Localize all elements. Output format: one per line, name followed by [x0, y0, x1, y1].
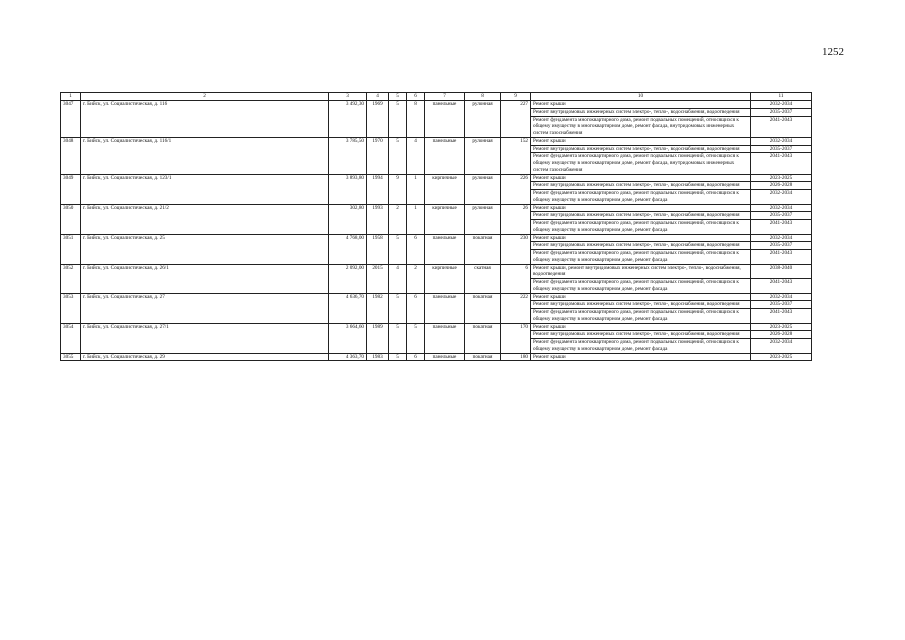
area-cell: 2 092,00 — [329, 264, 367, 293]
address-cell: г. Бийск, ул. Социалистическая, д. 29 — [81, 353, 329, 361]
work-description-cell: Ремонт фундамента многоквартирного дома, ремонт подвальных помещений, относящихся к общему имуществу в многоквартирном доме, ремонт фасада, внутридомовых инженерных систем газоснабжения — [531, 153, 751, 174]
residents-cell: 180 — [501, 353, 531, 361]
work-description-cell: Ремонт внутридомовых инженерных систем электро-, тепло-, водоснабжения, водоотведения — [531, 212, 751, 220]
work-period-cell: 2041-2043 — [751, 250, 812, 265]
area-cell: 3 664,60 — [329, 323, 367, 353]
work-period-cell: 2035-2037 — [751, 301, 812, 309]
work-description-cell: Ремонт крыши — [531, 353, 751, 361]
residents-cell: 170 — [501, 323, 531, 353]
work-description-cell: Ремонт крыши — [531, 234, 751, 242]
address-cell: г. Бийск, ул. Социалистическая, д. 123/1 — [81, 174, 329, 204]
residents-cell: 227 — [501, 101, 531, 138]
floors-cell: 5 — [389, 293, 407, 323]
floors-cell: 5 — [389, 137, 407, 174]
address-cell: г. Бийск, ул. Социалистическая, д. 26/1 — [81, 264, 329, 293]
work-description-cell: Ремонт внутридомовых инженерных систем электро-, тепло-, водоснабжения, водоотведения — [531, 242, 751, 250]
row-number: 3048 — [61, 137, 81, 174]
address-cell: г. Бийск, ул. Социалистическая, д. 27 — [81, 293, 329, 323]
table-body — [61, 101, 812, 361]
entrances-cell: 1 — [407, 174, 425, 204]
entrances-cell: 6 — [407, 353, 425, 361]
page-number: 1252 — [822, 46, 844, 58]
walls-cell: панельные — [425, 323, 465, 353]
work-description-cell: Ремонт крыши — [531, 174, 751, 182]
residents-cell: 226 — [501, 174, 531, 204]
roof-cell: рулонная — [465, 174, 501, 204]
work-period-cell: 2035-2037 — [751, 242, 812, 250]
walls-cell: панельные — [425, 101, 465, 138]
entrances-cell: 2 — [407, 264, 425, 293]
entrances-cell: 8 — [407, 101, 425, 138]
work-period-cell: 2038-2040 — [751, 264, 812, 279]
row-number: 3047 — [61, 101, 81, 138]
work-period-cell: 2035-2037 — [751, 145, 812, 153]
column-header-7: 7 — [425, 93, 465, 101]
floors-cell: 2 — [389, 204, 407, 234]
year-cell: 1989 — [367, 323, 389, 353]
roof-cell: покатная — [465, 323, 501, 353]
column-header-3: 3 — [329, 93, 367, 101]
work-period-cell: 2032-2034 — [751, 293, 812, 301]
work-period-cell: 2041-2043 — [751, 153, 812, 174]
roof-cell: покатная — [465, 353, 501, 361]
table-row — [61, 174, 812, 182]
roof-cell: рулонная — [465, 101, 501, 138]
residents-cell: 230 — [501, 234, 531, 264]
row-number: 3053 — [61, 293, 81, 323]
residents-cell: 152 — [501, 137, 531, 174]
work-period-cell: 2023-2025 — [751, 323, 812, 331]
work-period-cell: 2032-2034 — [751, 339, 812, 354]
work-period-cell: 2035-2037 — [751, 212, 812, 220]
address-cell: г. Бийск, ул. Социалистическая, д. 116 — [81, 101, 329, 138]
table-row — [61, 293, 812, 301]
area-cell: 4 363,70 — [329, 353, 367, 361]
work-period-cell: 2023-2025 — [751, 174, 812, 182]
column-header-4: 4 — [367, 93, 389, 101]
work-description-cell: Ремонт фундамента многоквартирного дома, ремонт подвальных помещений, относящихся к общему имуществу в многоквартирном доме, ремонт фасада — [531, 279, 751, 294]
table-row — [61, 234, 812, 242]
residents-cell: 222 — [501, 293, 531, 323]
work-description-cell: Ремонт фундамента многоквартирного дома, ремонт подвальных помещений, относящихся к общему имуществу в многоквартирном доме, ремонт фасада — [531, 250, 751, 265]
walls-cell: кирпичные — [425, 204, 465, 234]
work-description-cell: Ремонт крыши — [531, 323, 751, 331]
work-period-cell: 2032-2034 — [751, 137, 812, 145]
area-cell: 3 893,80 — [329, 174, 367, 204]
residents-cell: 26 — [501, 204, 531, 234]
row-number: 3049 — [61, 174, 81, 204]
work-period-cell: 2026-2028 — [751, 331, 812, 339]
roof-cell: покатная — [465, 293, 501, 323]
work-description-cell: Ремонт фундамента многоквартирного дома, ремонт подвальных помещений, относящихся к общему имуществу в многоквартирном доме, ремонт фасада — [531, 339, 751, 354]
roof-cell: рулонная — [465, 204, 501, 234]
area-cell: 302,80 — [329, 204, 367, 234]
column-header-6: 6 — [407, 93, 425, 101]
year-cell: 1970 — [367, 137, 389, 174]
year-cell: 1982 — [367, 293, 389, 323]
work-period-cell: 2032-2034 — [751, 101, 812, 109]
table-header — [61, 93, 812, 101]
work-period-cell: 2032-2034 — [751, 190, 812, 205]
column-header-5: 5 — [389, 93, 407, 101]
walls-cell: панельные — [425, 353, 465, 361]
walls-cell: кирпичные — [425, 174, 465, 204]
work-description-cell: Ремонт крыши, ремонт внутридомовых инженерных систем электро-, тепло-, водоснабжения, водоотведения — [531, 264, 751, 279]
repair-schedule-table-container — [60, 92, 811, 361]
entrances-cell: 5 — [407, 323, 425, 353]
work-period-cell: 2041-2043 — [751, 279, 812, 294]
column-header-10: 10 — [531, 93, 751, 101]
work-description-cell: Ремонт крыши — [531, 101, 751, 109]
walls-cell: кирпичные — [425, 264, 465, 293]
roof-cell: скатная — [465, 264, 501, 293]
column-header-8: 8 — [465, 93, 501, 101]
floors-cell: 4 — [389, 264, 407, 293]
roof-cell: рулонная — [465, 137, 501, 174]
residents-cell: 6 — [501, 264, 531, 293]
work-period-cell: 2023-2025 — [751, 353, 812, 361]
work-description-cell: Ремонт внутридомовых инженерных систем электро-, тепло-, водоснабжения, водоотведения — [531, 145, 751, 153]
year-cell: 1958 — [367, 234, 389, 264]
roof-cell: покатная — [465, 234, 501, 264]
work-period-cell: 2041-2043 — [751, 309, 812, 324]
year-cell: 1969 — [367, 101, 389, 138]
floors-cell: 5 — [389, 323, 407, 353]
work-description-cell: Ремонт внутридомовых инженерных систем электро-, тепло-, водоснабжения, водоотведения — [531, 182, 751, 190]
work-description-cell: Ремонт внутридомовых инженерных систем электро-, тепло-, водоснабжения, водоотведения — [531, 301, 751, 309]
walls-cell: панельные — [425, 137, 465, 174]
work-description-cell: Ремонт крыши — [531, 204, 751, 212]
address-cell: г. Бийск, ул. Социалистическая, д. 21/2 — [81, 204, 329, 234]
area-cell: 4 768,00 — [329, 234, 367, 264]
area-cell: 3 492,30 — [329, 101, 367, 138]
table-row — [61, 101, 812, 109]
floors-cell: 5 — [389, 234, 407, 264]
address-cell: г. Бийск, ул. Социалистическая, д. 116/1 — [81, 137, 329, 174]
address-cell: г. Бийск, ул. Социалистическая, д. 25 — [81, 234, 329, 264]
table-row — [61, 353, 812, 361]
entrances-cell: 1 — [407, 204, 425, 234]
work-period-cell: 2041-2043 — [751, 220, 812, 235]
table-row — [61, 264, 812, 279]
year-cell: 1983 — [367, 353, 389, 361]
work-description-cell: Ремонт фундамента многоквартирного дома, ремонт подвальных помещений, относящихся к общему имуществу в многоквартирном доме, ремонт фасада, внутридомовых инженерных систем газоснабжения — [531, 116, 751, 137]
table-row — [61, 137, 812, 145]
column-header-9: 9 — [501, 93, 531, 101]
address-cell: г. Бийск, ул. Социалистическая, д. 27/1 — [81, 323, 329, 353]
work-description-cell: Ремонт фундамента многоквартирного дома, ремонт подвальных помещений, относящихся к общему имуществу в многоквартирном доме, ремонт фасада — [531, 309, 751, 324]
row-number: 3051 — [61, 234, 81, 264]
work-period-cell: 2032-2034 — [751, 234, 812, 242]
header-row — [61, 93, 812, 101]
column-header-2: 2 — [81, 93, 329, 101]
repair-schedule-table — [60, 92, 812, 361]
floors-cell: 9 — [389, 174, 407, 204]
work-description-cell: Ремонт крыши — [531, 293, 751, 301]
work-description-cell: Ремонт фундамента многоквартирного дома, ремонт подвальных помещений, относящихся к общему имуществу в многоквартирном доме, ремонт фасада — [531, 220, 751, 235]
row-number: 3055 — [61, 353, 81, 361]
work-period-cell: 2032-2034 — [751, 204, 812, 212]
year-cell: 1994 — [367, 174, 389, 204]
table-row — [61, 323, 812, 331]
work-description-cell: Ремонт внутридомовых инженерных систем электро-, тепло-, водоснабжения, водоотведения — [531, 108, 751, 116]
row-number: 3054 — [61, 323, 81, 353]
floors-cell: 5 — [389, 353, 407, 361]
floors-cell: 5 — [389, 101, 407, 138]
column-header-1: 1 — [61, 93, 81, 101]
entrances-cell: 6 — [407, 293, 425, 323]
work-period-cell: 2026-2028 — [751, 182, 812, 190]
work-period-cell: 2035-2037 — [751, 108, 812, 116]
year-cell: 2015 — [367, 264, 389, 293]
year-cell: 1993 — [367, 204, 389, 234]
area-cell: 4 636,70 — [329, 293, 367, 323]
work-description-cell: Ремонт фундамента многоквартирного дома, ремонт подвальных помещений, относящихся к общему имуществу в многоквартирном доме, ремонт фасада — [531, 190, 751, 205]
walls-cell: панельные — [425, 234, 465, 264]
entrances-cell: 6 — [407, 234, 425, 264]
row-number: 3052 — [61, 264, 81, 293]
walls-cell: панельные — [425, 293, 465, 323]
work-description-cell: Ремонт внутридомовых инженерных систем электро-, тепло-, водоснабжения, водоотведения — [531, 331, 751, 339]
entrances-cell: 4 — [407, 137, 425, 174]
column-header-11: 11 — [751, 93, 812, 101]
area-cell: 3 785,50 — [329, 137, 367, 174]
work-description-cell: Ремонт крыши — [531, 137, 751, 145]
row-number: 3050 — [61, 204, 81, 234]
work-period-cell: 2041-2043 — [751, 116, 812, 137]
table-row — [61, 204, 812, 212]
